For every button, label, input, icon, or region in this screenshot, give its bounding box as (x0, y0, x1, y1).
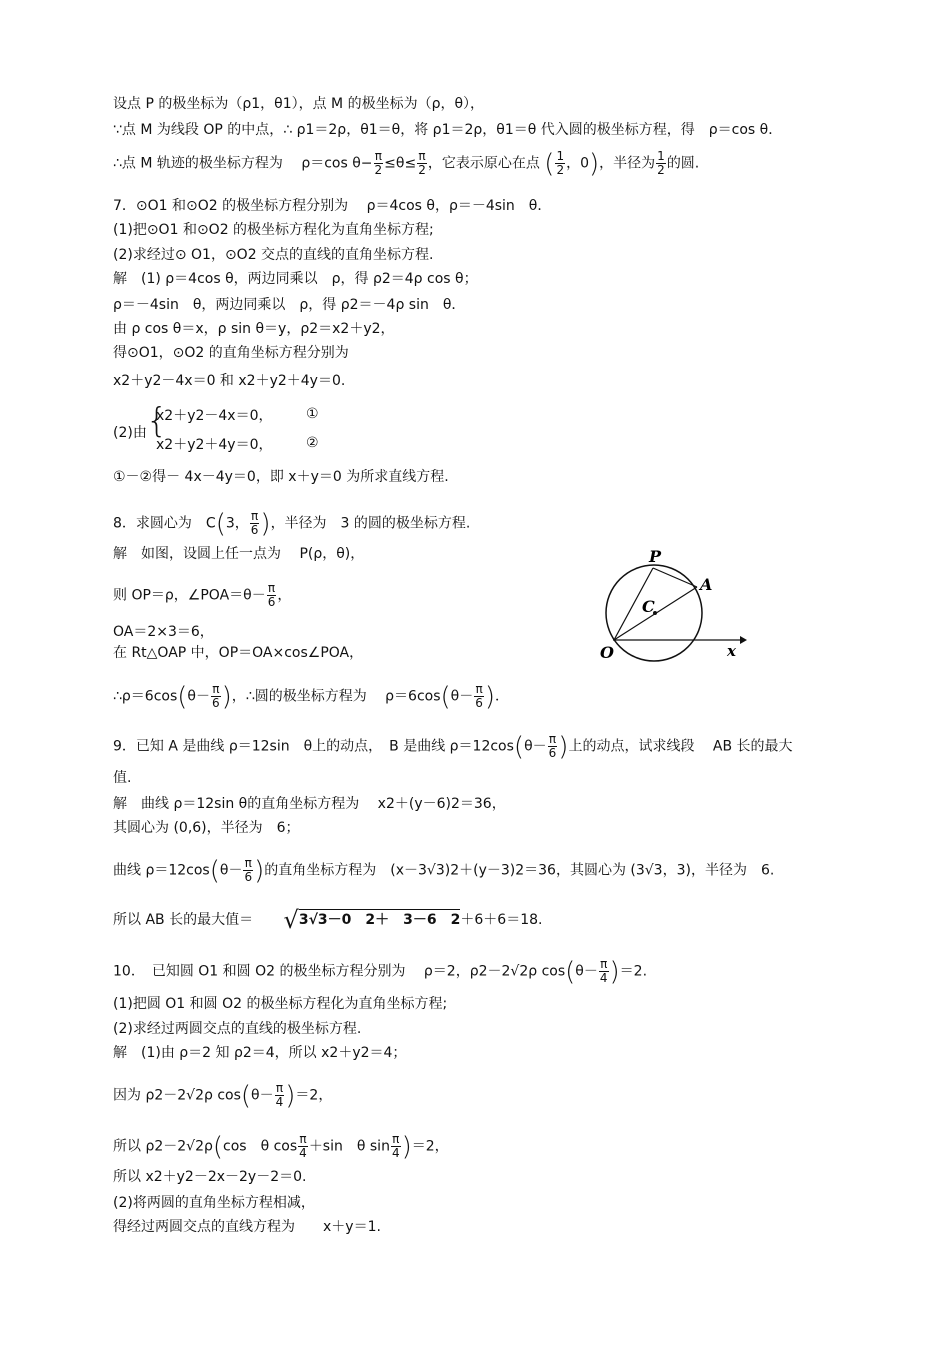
denominator: 4 (299, 1146, 307, 1160)
solution-line: 解 (1)由 ρ＝2 知 ρ2＝4，所以 x2＋y2＝4； (113, 1045, 407, 1061)
text-segment: 所以 AB 长的最大值＝ (113, 912, 254, 928)
solution-line: 解 曲线 ρ＝12sin θ的直角坐标方程为 x2＋(y－6)2＝36， (113, 796, 506, 812)
solution-line: OA＝2×3＝6， (113, 624, 214, 640)
text-segment: 上的动点，试求线段 AB 长的最大 (568, 738, 793, 755)
solution-line: (2)将两圆的直角坐标方程相减， (113, 1195, 315, 1211)
paren: ) (221, 681, 232, 712)
segment-pa (653, 568, 697, 587)
denominator: 4 (275, 1095, 284, 1109)
fraction (656, 150, 666, 177)
label-a: A (700, 575, 713, 594)
text-line: (1)把⊙O1 和⊙O2 的极坐标方程化为直角坐标方程; (113, 222, 434, 238)
equation-2: x2＋y2＋4y＝0， (156, 437, 273, 453)
text-segment: θ－ (251, 1087, 274, 1104)
equation-1: x2＋y2－4x＝0， (156, 408, 273, 424)
text-segment: ，半径为 (599, 155, 656, 172)
solution-line (113, 683, 509, 710)
solution-line: ρ＝－4sin θ，两边同乘以 ρ，得 ρ2＝－4ρ sin θ． (113, 297, 466, 313)
label-p: P (649, 547, 662, 566)
paren: ) (589, 148, 600, 179)
label-x: x (727, 642, 736, 660)
text-line: 设点 P 的极坐标为（ρ1，θ1），点 M 的极坐标为（ρ，θ）， (113, 96, 485, 112)
question-8 (113, 510, 470, 537)
fraction (243, 857, 253, 884)
text-segment: ＋sin θ sin (308, 1138, 390, 1155)
text-segment: − (360, 155, 373, 172)
label-o: O (600, 643, 614, 662)
paren: ( (544, 148, 555, 179)
text-segment: ＝2， (411, 1138, 449, 1155)
text-segment: ∴ρ＝6cos (113, 688, 178, 705)
system-label: (2)由 (113, 425, 147, 441)
fraction (391, 1133, 401, 1160)
brace: { (146, 401, 168, 441)
solution-line: 所以 x2＋y2－2x－2y－2＝0. (113, 1169, 307, 1185)
denominator: 2 (374, 163, 383, 177)
paren: ) (484, 681, 496, 712)
paren: ( (240, 1080, 252, 1111)
paren: ( (513, 731, 525, 762)
solution-line: 得经过两圆交点的直线方程为 x＋y＝1. (113, 1219, 381, 1235)
solution-line: 解 如图，设圆上任一点为 P(ρ，θ)， (113, 546, 365, 562)
solution-line: x2＋y2－4x＝0 和 x2＋y2＋4y＝0. (113, 373, 346, 389)
text-segment: ＝2， (295, 1087, 333, 1104)
denominator: 2 (657, 163, 665, 177)
fraction (211, 683, 221, 710)
text-segment: θ－ (450, 688, 474, 705)
denominator: 4 (391, 1146, 400, 1160)
paren: ( (565, 956, 576, 987)
text-segment: 因为 ρ2－2√2ρ cos (113, 1087, 241, 1104)
denominator: 6 (475, 696, 483, 710)
solution-line (113, 582, 291, 609)
fraction (599, 958, 609, 985)
paren: ) (254, 855, 265, 886)
numerator: π (475, 682, 483, 696)
solution-line: ①－②得－ 4x－4y＝0，即 x＋y＝0 为所求直线方程. (113, 469, 449, 485)
denominator: 6 (548, 746, 557, 760)
text-segment: θ－ (575, 963, 598, 980)
paren: ) (285, 1080, 296, 1111)
solution-line: 其圆心为 (0,6)，半径为 6； (113, 820, 300, 836)
fraction (374, 150, 384, 177)
question-10 (113, 958, 647, 985)
denominator: 2 (418, 163, 426, 177)
numerator: π (244, 856, 252, 870)
text-segment: ，它表示原心在点 (427, 155, 540, 172)
numerator: π (600, 957, 608, 971)
numerator: π (548, 732, 557, 746)
text-segment: ＝2. (619, 963, 648, 980)
solution-line: 得⊙O1，⊙O2 的直角坐标方程分别为 (113, 345, 349, 361)
numerator: π (374, 149, 382, 163)
question-9 (113, 733, 793, 760)
text-segment: 9．已知 A 是曲线 ρ＝12sin θ上的动点， B 是曲线 ρ＝12cos (113, 738, 514, 755)
fraction (474, 683, 484, 710)
text-segment: 10． 已知圆 O1 和圆 O2 的极坐标方程分别为 ρ＝2，ρ2－2√2ρ cos (113, 963, 566, 980)
text-segment: ，半径为 3 的圆的极坐标方程. (270, 515, 471, 532)
equation-number: ② (306, 435, 319, 451)
numerator: 1 (556, 149, 565, 163)
text-segment: ∴点 M 轨迹的极坐标方程为 ρ＝cos θ (113, 155, 361, 172)
fraction (417, 150, 427, 177)
circle-figure (595, 540, 755, 665)
text-segment: 则 OP＝ρ，∠POA＝θ－ (113, 587, 266, 604)
solution-line (113, 1082, 332, 1109)
paren: ) (260, 508, 271, 539)
fraction (555, 150, 565, 177)
fraction (250, 510, 260, 537)
numerator: π (267, 581, 276, 595)
paren: ( (215, 508, 226, 539)
sqrt-icon: √ (283, 906, 299, 934)
text-segment: ， (277, 587, 292, 604)
text-segment: 曲线 ρ＝12cos (113, 862, 210, 879)
equation-number: ① (306, 406, 319, 422)
denominator: 2 (556, 163, 565, 177)
solution-line (113, 906, 543, 934)
solution-line (113, 857, 774, 884)
label-c: C (642, 597, 655, 616)
numerator: π (212, 682, 220, 696)
text-segment: θ－ (524, 738, 547, 755)
solution-line: 解 (1) ρ＝4cos θ，两边同乘以 ρ，得 ρ2＝4ρ cos θ； (113, 271, 478, 287)
axis-arrow (740, 636, 747, 644)
text-segment: ，∴圆的极坐标方程为 ρ＝6cos (231, 688, 441, 705)
question-7: 7．⊙O1 和⊙O2 的极坐标方程分别为 ρ＝4cos θ，ρ＝－4sin θ． (113, 198, 552, 214)
text-segment: θ－ (219, 862, 243, 879)
text-segment: 8．求圆心为 C (113, 515, 216, 532)
text-segment: cos θ cos (223, 1138, 298, 1155)
numerator: π (275, 1081, 284, 1095)
text-line: (2)求经过⊙ O1，⊙O2 交点的直线的直角坐标方程. (113, 247, 434, 263)
text-segment: θ－ (187, 688, 210, 705)
text-line (113, 150, 699, 177)
numerator: π (250, 509, 259, 523)
text-line: (2)求经过两圆交点的直线的极坐标方程. (113, 1021, 362, 1037)
text-segment: ＋6＋6＝18. (460, 912, 543, 928)
fraction (298, 1133, 308, 1160)
text-segment: 的直角坐标方程为 (x－3√3)2＋(y－3)2＝36，其圆心为 (3√3，3)，半径为 6. (264, 862, 775, 879)
text-segment: ． (495, 688, 510, 705)
paren: ( (212, 1131, 224, 1162)
text-segment: 3， (225, 515, 249, 532)
denominator: 4 (599, 971, 608, 985)
denominator: 6 (212, 696, 220, 710)
text-segment: ≤θ≤ (384, 155, 417, 172)
text-segment: 的圆. (666, 155, 700, 172)
solution-line (113, 1133, 449, 1160)
text-line: (1)把圆 O1 和圆 O2 的极坐标方程化为直角坐标方程; (113, 996, 448, 1012)
paren: ) (558, 731, 569, 762)
paren: ( (440, 681, 451, 712)
text-line: 值. (113, 770, 132, 786)
numerator: 1 (657, 149, 665, 163)
denominator: 6 (244, 870, 253, 884)
text-line: ∵点 M 为线段 OP 的中点，∴ ρ1＝2ρ，θ1＝θ，将 ρ1＝2ρ，θ1＝θ 代入圆的极坐标方程，得 ρ＝cos θ． (113, 122, 783, 138)
denominator: 6 (267, 595, 276, 609)
text-segment: ，0 (566, 155, 590, 172)
text-segment: 所以 ρ2－2√2ρ (113, 1138, 213, 1155)
paren: ) (401, 1131, 412, 1162)
solution-line: 由 ρ cos θ＝x，ρ sin θ＝y，ρ2＝x2＋y2， (113, 321, 395, 337)
paren: ) (609, 956, 620, 987)
fraction (548, 733, 558, 760)
numerator: π (299, 1132, 307, 1146)
sqrt-content: 3√3－0 2＋ 3－6 2 (299, 909, 461, 929)
denominator: 6 (250, 523, 259, 537)
numerator: π (392, 1132, 400, 1146)
paren: ( (209, 855, 220, 886)
fraction (267, 582, 277, 609)
paren: ( (177, 681, 188, 712)
numerator: π (418, 149, 426, 163)
solution-line: 在 Rt△OAP 中，OP＝OA×cos∠POA， (113, 645, 364, 661)
fraction (275, 1082, 285, 1109)
